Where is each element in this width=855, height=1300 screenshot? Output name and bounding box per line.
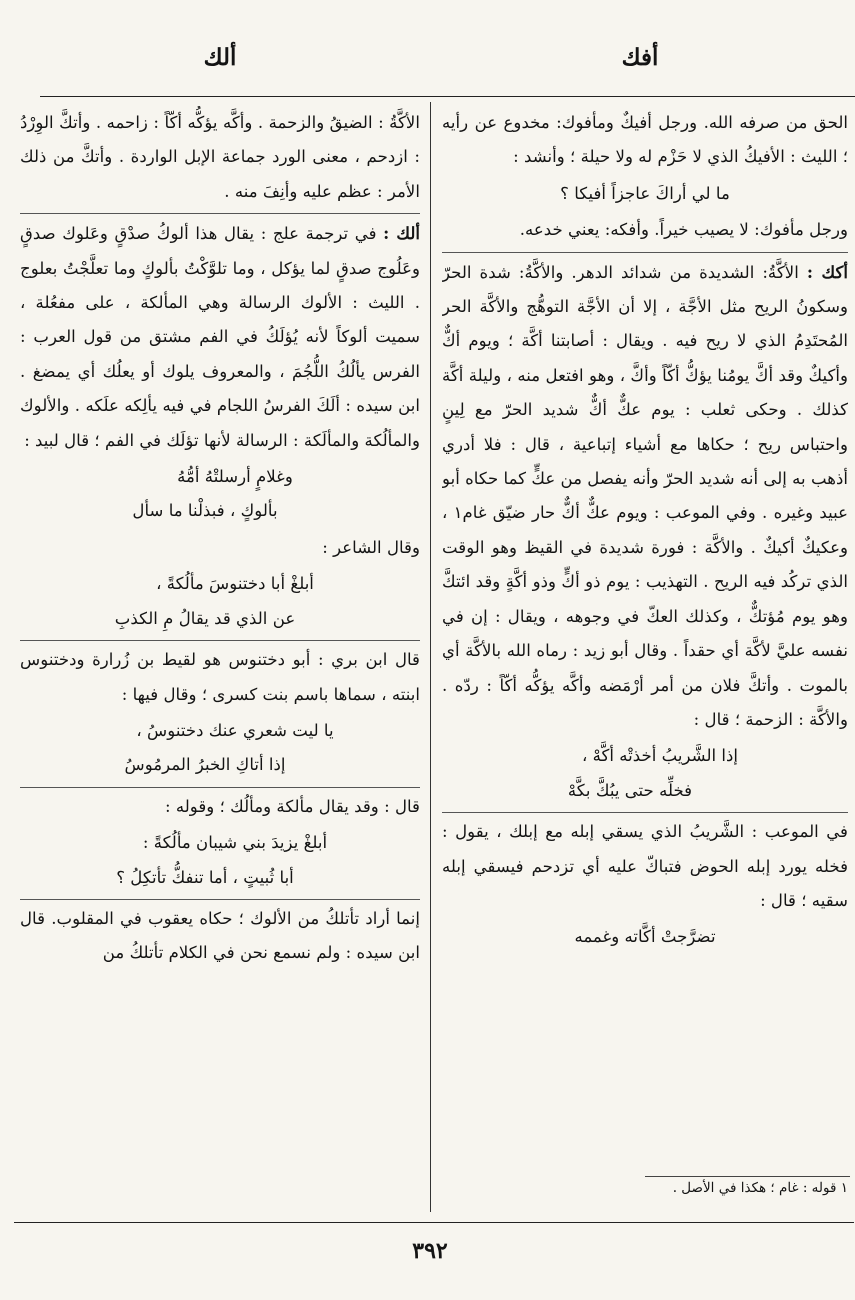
verse-line: بألوكٍ ، فبذلْنا ما سأل bbox=[132, 501, 278, 521]
verse-line: إذا أتاكِ الخبرُ المرمُوسُ bbox=[124, 755, 286, 775]
paragraph: إنما أراد تأتلكُ من الألوك ؛ حكاه يعقوب في المقلوب. قال ابن سيده : ولم نسمع نحن في الكلام تأتلكُ من bbox=[20, 908, 420, 963]
entry-headword: أكك : bbox=[806, 261, 848, 282]
paragraph: الأكَّةُ : الضيقُ والزحمة . وأكَّه يؤكُّه أكّاً : زاحمه . وأتكَّ الوِرْدُ : ازدحم ، معنى الورد جماعة الإبل الواردة . وأتكَّ من ذلك الأمر : عظم عليه وأنِفَ منه . bbox=[20, 113, 420, 201]
verse-line: فخلِّه حتى يبُكَّ بكَّهْ bbox=[567, 780, 693, 800]
entry-separator bbox=[20, 640, 420, 641]
page-number: ٣٩٢ bbox=[412, 1238, 448, 1264]
entry-akk bbox=[442, 255, 848, 738]
verse: تضرَّجتْ أكَّاته وغممه bbox=[574, 927, 716, 947]
running-header-left: ألك bbox=[203, 44, 237, 71]
paragraph: في الموعب : الشَّريبُ الذي يسقي إبله مع إبلك ، يقول : فخله يورد إبله الحوض فتباكّ عليه أي تزدحم فيسقي إبله سقيه ؛ قال : bbox=[442, 822, 848, 910]
paragraph: وقال الشاعر : bbox=[322, 537, 420, 557]
verse-line: عن الذي قد يقالُ مِ الكذبِ bbox=[114, 608, 296, 628]
verse bbox=[20, 826, 420, 895]
right-column bbox=[442, 106, 848, 1206]
header-rule bbox=[40, 96, 855, 97]
entry-separator bbox=[20, 899, 420, 900]
paragraph: ورجل مأفوك: لا يصيب خيراً. وأفكه: يعني خدعه. bbox=[519, 220, 848, 240]
verse bbox=[20, 714, 420, 783]
verse-line: أبا ثُبيتٍ ، أما تنفكُّ تأتكِلُ ؟ bbox=[116, 867, 294, 887]
verse-line: إذا الشَّريبُ أخذتْه أكَّهْ ، bbox=[581, 746, 739, 766]
verse: ما لي أراكَ عاجزاً أفيكا ؟ bbox=[560, 183, 730, 203]
left-column bbox=[20, 106, 420, 1216]
footnote: ١ قوله : غام ؛ هكذا في الأصل . bbox=[672, 1180, 848, 1196]
entry-headword: ألك : bbox=[383, 223, 420, 244]
verse bbox=[442, 739, 848, 808]
verse-line: وغلامٍ أرسلتْهُ أمُّهُ bbox=[177, 467, 293, 487]
verse-line: يا ليت شعري عنك دختنوسُ ، bbox=[136, 720, 334, 740]
entry-text: الأكَّةُ: الشديدة من شدائد الدهر. والأكَّةُ: شدة الحرّ وسكونُ الريح مثل الأجَّة ، إلا أن الأجَّة التوهُّج والأكَّة الحر المُحتَدِمُ الذي لا ريح فيه . ويقال : أصابتنا أكَّة ؛ ويوم أكٌّ وأكيكٌ وقد أكَّ يومُنا يؤكُّ أكّاً وأكَّ ، وهو افتعل منه ، وليلة أكَّة كذلك . وحكى ثعلب : يوم عكٌّ أكٌّ شديد الحرّ مع لِينٍ واحتباس ريح ؛ حكاها مع أشياء إتباعية ، قال : فلا أدري أذهب به إلى أنه شديد الحرّ وأنه يفصل من عكٍّ كما حكاه أبو عبيد وغيره . وفي الموعب : ويوم عكٌّ أكٌّ حار ضيّق غام١ ، وعكيكٌ أكيكٌ . والأكَّة : فورة شديدة في القيظ وهو الوقت الذي تركُد فيه الريح . التهذيب : يوم ذو أكٍّ وذو أكَّةٍ وقد ائتكَّ وهو يوم مُؤتكٌّ ، وكذلك العكّ في وجوهه ، ويقال : إن في نفسه عليَّ لأكَّة أي حقداً . وقال أبو زيد : رماه الله بالأكَّة أي بالموت . وأتكَّ فلان من أمر أرْمَضه وأكَّه يؤكُّه أكّاً : ردّه . والأكَّة : الزحمة ؛ قال : bbox=[442, 262, 848, 729]
entry-alk bbox=[20, 216, 420, 458]
running-header-right: أفك bbox=[621, 44, 659, 71]
paragraph: قال ابن بري : أبو دختنوس هو لقيط بن زُرارة ودختنوس ابنته ، سماها باسم بنت كسرى ؛ وقال فيها : bbox=[20, 650, 420, 704]
entry-separator bbox=[20, 787, 420, 788]
entry-separator bbox=[442, 252, 848, 253]
footnote-rule bbox=[645, 1176, 850, 1177]
verse bbox=[20, 567, 420, 636]
paragraph: قال : وقد يقال مألكة ومألُك ؛ وقوله : bbox=[164, 796, 420, 816]
entry-text: في ترجمة علج : يقال هذا ألوكُ صدْقٍ وعَلوك صدقٍ وعَلُوج صدقٍ لما يؤكل ، وما تلوَّكْتُ بألوكٍ وما تعلَّجْتُ بعلوج . الليث : الألوك الرسالة وهي المألكة ، على مفعُلة ، سميت ألوكاً لأنه يُؤلَكُ في الفم مشتق من قول العرب : الفرس يألُكُ اللُّجُمَ ، والمعروف يلوك أو يعلُك أي يمضغ . ابن سيده : ألَكَ الفرسُ اللجام في فيه يألِكه علَكه . والألوك والمألُكة والمألَكة : الرسالة لأنها تؤلَك في الفم ؛ قال لبيد : bbox=[20, 224, 420, 450]
entry-separator bbox=[442, 812, 848, 813]
verse bbox=[20, 460, 420, 529]
column-divider bbox=[430, 102, 431, 1212]
paragraph: الحق من صرفه الله. ورجل أفيكٌ ومأفوك: مخدوع عن رأيه ؛ الليث : الأفيكُ الذي لا حَزْم له ولا حيلة ؛ وأنشد : bbox=[442, 113, 848, 167]
footer-rule bbox=[14, 1222, 854, 1223]
verse-line: أبلغْ يزيدَ بني شيبان مألُكةً : bbox=[142, 833, 328, 853]
verse-line: أبلغْ أبا دختنوسَ مألُكةً ، bbox=[156, 574, 314, 594]
entry-separator bbox=[20, 213, 420, 214]
